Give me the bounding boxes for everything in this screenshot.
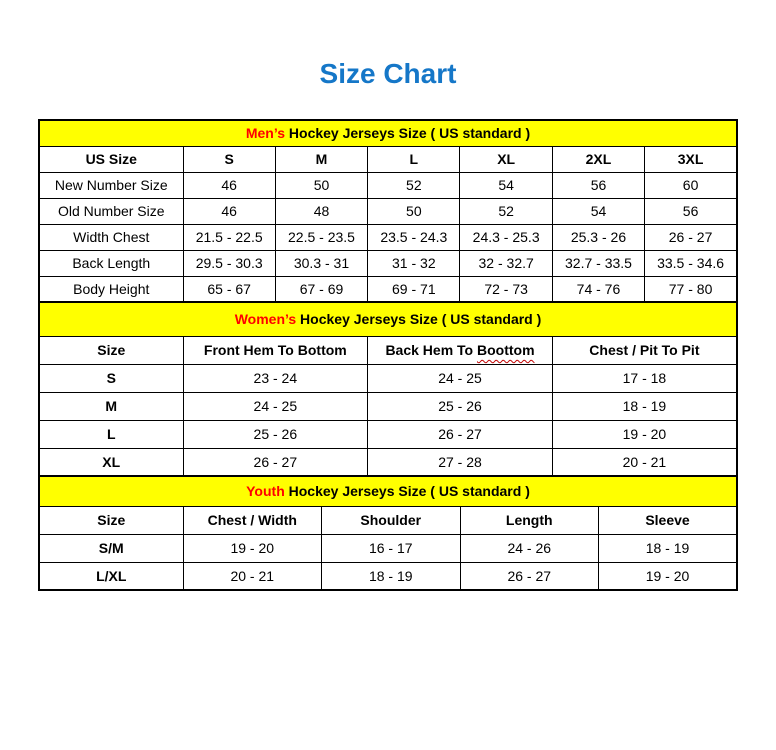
mens-section-rest: Hockey Jerseys Size ( US standard ) bbox=[285, 125, 531, 142]
table-cell: 54 bbox=[552, 198, 644, 224]
table-cell: 48 bbox=[275, 198, 367, 224]
column-header-cell: 2XL bbox=[552, 146, 644, 172]
womens-size-table bbox=[38, 301, 738, 477]
table-row bbox=[39, 224, 737, 250]
table-cell: 31 - 32 bbox=[368, 250, 460, 276]
table-cell: 19 - 20 bbox=[552, 420, 737, 448]
column-header-cell: Size bbox=[39, 336, 183, 364]
table-cell: 23.5 - 24.3 bbox=[368, 224, 460, 250]
size-chart-page bbox=[0, 58, 776, 591]
youth-size-table bbox=[38, 475, 738, 591]
table-cell: 33.5 - 34.6 bbox=[645, 250, 737, 276]
table-cell: 69 - 71 bbox=[368, 276, 460, 302]
row-label-cell: XL bbox=[39, 448, 183, 476]
youth-section-rest: Hockey Jerseys Size ( US standard ) bbox=[284, 483, 530, 500]
table-cell: 18 - 19 bbox=[552, 392, 737, 420]
table-cell: 74 - 76 bbox=[552, 276, 644, 302]
table-cell: 26 - 27 bbox=[460, 562, 599, 590]
table-cell: 50 bbox=[275, 172, 367, 198]
table-cell: 50 bbox=[368, 198, 460, 224]
table-cell: 16 - 17 bbox=[322, 534, 461, 562]
row-label-cell: M bbox=[39, 392, 183, 420]
table-cell: 52 bbox=[368, 172, 460, 198]
mens-section-header bbox=[39, 120, 737, 146]
column-header-cell: Length bbox=[460, 506, 599, 534]
table-row bbox=[39, 172, 737, 198]
row-label-cell: New Number Size bbox=[39, 172, 183, 198]
mens-size-table bbox=[38, 119, 738, 303]
table-cell: 60 bbox=[645, 172, 737, 198]
table-cell: 22.5 - 23.5 bbox=[275, 224, 367, 250]
column-header-cell: M bbox=[275, 146, 367, 172]
youth-section-header-row bbox=[39, 476, 737, 506]
back-hem-label-typo: Boottom bbox=[476, 342, 535, 358]
table-cell: 24 - 25 bbox=[368, 364, 553, 392]
table-cell: 19 - 20 bbox=[599, 562, 738, 590]
table-row bbox=[39, 392, 737, 420]
womens-column-header-row bbox=[39, 336, 737, 364]
column-header-cell: US Size bbox=[39, 146, 183, 172]
table-cell: 25 - 26 bbox=[183, 420, 368, 448]
table-cell: 21.5 - 22.5 bbox=[183, 224, 275, 250]
womens-section-header-row bbox=[39, 302, 737, 336]
table-cell: 23 - 24 bbox=[183, 364, 368, 392]
table-cell: 46 bbox=[183, 198, 275, 224]
table-row bbox=[39, 250, 737, 276]
column-header-cell: Size bbox=[39, 506, 183, 534]
youth-section-header bbox=[39, 476, 737, 506]
column-header-cell-misspelled bbox=[368, 336, 553, 364]
table-cell: 26 - 27 bbox=[183, 448, 368, 476]
row-label-cell: Back Length bbox=[39, 250, 183, 276]
table-row bbox=[39, 534, 737, 562]
column-header-cell: Shoulder bbox=[322, 506, 461, 534]
column-header-cell: XL bbox=[460, 146, 552, 172]
column-header-cell: Chest / Width bbox=[183, 506, 322, 534]
table-cell: 25 - 26 bbox=[368, 392, 553, 420]
table-cell: 56 bbox=[552, 172, 644, 198]
table-cell: 46 bbox=[183, 172, 275, 198]
row-label-cell: Width Chest bbox=[39, 224, 183, 250]
table-cell: 67 - 69 bbox=[275, 276, 367, 302]
table-row bbox=[39, 198, 737, 224]
row-label-cell: Body Height bbox=[39, 276, 183, 302]
table-cell: 17 - 18 bbox=[552, 364, 737, 392]
table-cell: 30.3 - 31 bbox=[275, 250, 367, 276]
womens-section-rest: Hockey Jerseys Size ( US standard ) bbox=[296, 311, 542, 328]
youth-section-highlight: Youth bbox=[246, 483, 285, 500]
table-cell: 72 - 73 bbox=[460, 276, 552, 302]
column-header-cell: Front Hem To Bottom bbox=[183, 336, 368, 364]
table-cell: 65 - 67 bbox=[183, 276, 275, 302]
row-label-cell: L/XL bbox=[39, 562, 183, 590]
table-cell: 18 - 19 bbox=[322, 562, 461, 590]
table-cell: 26 - 27 bbox=[368, 420, 553, 448]
table-cell: 20 - 21 bbox=[552, 448, 737, 476]
row-label-cell: S bbox=[39, 364, 183, 392]
table-cell: 27 - 28 bbox=[368, 448, 553, 476]
table-row bbox=[39, 448, 737, 476]
table-cell: 54 bbox=[460, 172, 552, 198]
column-header-cell: Sleeve bbox=[599, 506, 738, 534]
table-row bbox=[39, 276, 737, 302]
table-cell: 24 - 26 bbox=[460, 534, 599, 562]
table-cell: 77 - 80 bbox=[645, 276, 737, 302]
column-header-cell: S bbox=[183, 146, 275, 172]
table-row bbox=[39, 364, 737, 392]
table-cell: 29.5 - 30.3 bbox=[183, 250, 275, 276]
table-cell: 26 - 27 bbox=[645, 224, 737, 250]
page-title: Size Chart bbox=[319, 58, 457, 89]
table-cell: 18 - 19 bbox=[599, 534, 738, 562]
column-header-cell: L bbox=[368, 146, 460, 172]
table-row bbox=[39, 420, 737, 448]
table-cell: 32.7 - 33.5 bbox=[552, 250, 644, 276]
table-cell: 24.3 - 25.3 bbox=[460, 224, 552, 250]
table-cell: 52 bbox=[460, 198, 552, 224]
table-cell: 32 - 32.7 bbox=[460, 250, 552, 276]
mens-section-header-row bbox=[39, 120, 737, 146]
youth-column-header-row bbox=[39, 506, 737, 534]
row-label-cell: S/M bbox=[39, 534, 183, 562]
table-cell: 56 bbox=[645, 198, 737, 224]
womens-section-header bbox=[39, 302, 737, 336]
table-cell: 20 - 21 bbox=[183, 562, 322, 590]
table-cell: 24 - 25 bbox=[183, 392, 368, 420]
back-hem-label-prefix: Back Hem To bbox=[385, 342, 477, 358]
mens-section-highlight: Men’s bbox=[245, 125, 286, 142]
table-cell: 25.3 - 26 bbox=[552, 224, 644, 250]
mens-column-header-row bbox=[39, 146, 737, 172]
table-cell: 19 - 20 bbox=[183, 534, 322, 562]
table-row bbox=[39, 562, 737, 590]
row-label-cell: Old Number Size bbox=[39, 198, 183, 224]
column-header-cell: 3XL bbox=[645, 146, 737, 172]
row-label-cell: L bbox=[39, 420, 183, 448]
womens-section-highlight: Women’s bbox=[234, 311, 297, 328]
column-header-cell: Chest / Pit To Pit bbox=[552, 336, 737, 364]
